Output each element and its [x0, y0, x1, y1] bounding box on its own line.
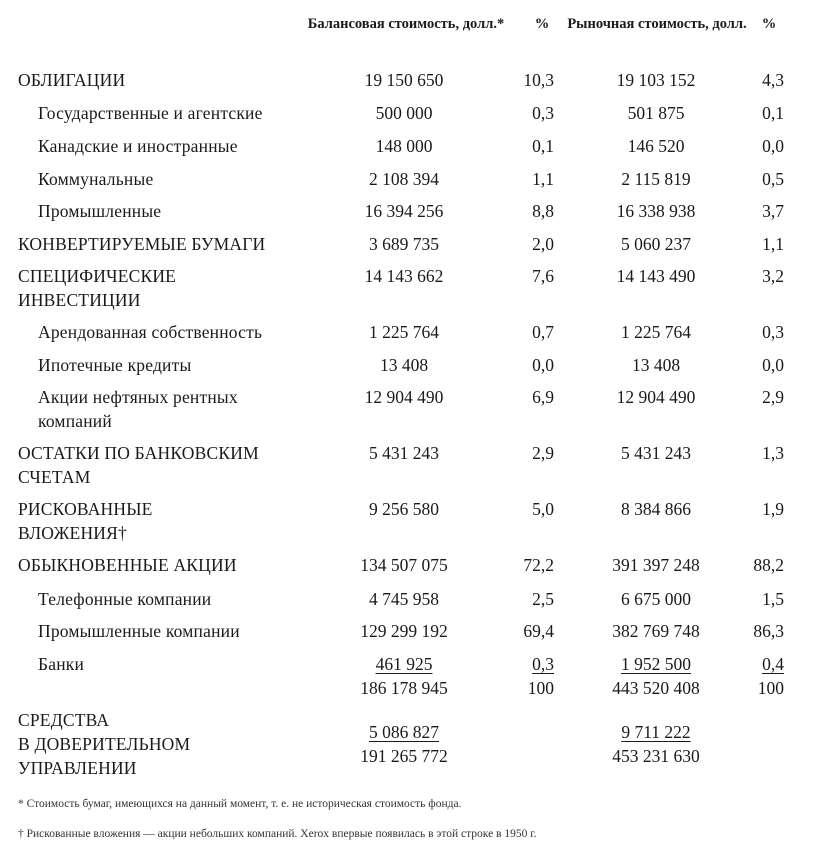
footnote-risky-investments: † Рискованные вложения — акции небольших компаний. Xerox впервые появилась в этой строке в 1950 г. [18, 828, 537, 840]
book-pct: 0,7 [532, 322, 554, 342]
book-pct: 2,9 [532, 443, 554, 463]
market-pct: 0,3 [762, 322, 784, 342]
book-value: 14 143 662 [364, 266, 444, 286]
book-value: 134 507 075 [360, 555, 448, 575]
market-value: 5 060 237 [621, 234, 691, 254]
row-label [18, 441, 338, 489]
book-value: 16 394 256 [364, 201, 444, 221]
book-value: 3 689 735 [369, 234, 439, 254]
market-pct: 2,9 [762, 387, 784, 407]
grand-total-market: 453 231 630 [612, 746, 700, 766]
book-pct: 7,6 [532, 266, 554, 286]
market-pct: 1,9 [762, 499, 784, 519]
book-value: 500 000 [375, 103, 433, 123]
row-label: Промышленные [38, 201, 162, 221]
book-value: 12 904 490 [364, 387, 444, 407]
book-pct: 2,0 [532, 234, 554, 254]
market-pct: 0,1 [762, 103, 784, 123]
footnote-book-value: * Стоимость бумаг, имеющихся на данный момент, т. е. не историческая стоимость фонда. [18, 798, 462, 810]
market-value: 391 397 248 [612, 555, 700, 575]
row-label: Ипотечные кредиты [38, 355, 192, 375]
book-value: 461 925 [375, 654, 433, 674]
row-label: ОБЛИГАЦИИ [18, 70, 126, 90]
row-label [38, 385, 358, 433]
market-value [580, 720, 732, 768]
market-value: 14 143 490 [616, 266, 696, 286]
book-value: 129 299 192 [360, 621, 448, 641]
market-pct: 1,5 [762, 589, 784, 609]
market-pct: 3,2 [762, 266, 784, 286]
market-value: 501 875 [627, 103, 685, 123]
market-pct: 0,0 [762, 136, 784, 156]
market-pct: 0,0 [762, 355, 784, 375]
book-value: 4 745 958 [369, 589, 439, 609]
market-value: 2 115 819 [621, 169, 691, 189]
book-pct-subtotal: 100 [527, 678, 554, 698]
market-value: 6 675 000 [621, 589, 691, 609]
market-pct-subtotal: 100 [757, 678, 784, 698]
row-label-line: Акции нефтяных рентных [38, 387, 238, 407]
book-value: 19 150 650 [364, 70, 444, 90]
row-label-line: РИСКОВАННЫЕ [18, 499, 153, 519]
row-label-line: СРЕДСТВА [18, 710, 110, 730]
row-label: Канадские и иностранные [38, 136, 238, 156]
row-label-line: компаний [38, 411, 112, 431]
row-label [18, 708, 338, 780]
book-value: 13 408 [379, 355, 429, 375]
book-value: 148 000 [375, 136, 433, 156]
market-value: 12 904 490 [616, 387, 696, 407]
row-label: Промышленные компании [38, 621, 240, 641]
market-pct: 3,7 [762, 201, 784, 221]
row-label: ОБЫКНОВЕННЫЕ АКЦИИ [18, 555, 237, 575]
book-pct: 6,9 [532, 387, 554, 407]
book-pct: 0,3 [532, 654, 554, 674]
market-value: 5 431 243 [621, 443, 691, 463]
row-label: Коммунальные [38, 169, 154, 189]
row-label-line: В ДОВЕРИТЕЛЬНОМ [18, 734, 191, 754]
book-value: 1 225 764 [369, 322, 439, 342]
row-label [18, 264, 338, 312]
trust-market-value: 9 711 222 [621, 722, 691, 742]
book-pct: 72,2 [523, 555, 554, 575]
book-pct: 69,4 [523, 621, 554, 641]
book-pct: 0,1 [532, 136, 554, 156]
market-value: 19 103 152 [616, 70, 696, 90]
book-value: 9 256 580 [369, 499, 439, 519]
market-value-subtotal: 443 520 408 [612, 678, 700, 698]
market-value: 16 338 938 [616, 201, 696, 221]
market-pct: 0,4 [762, 654, 784, 674]
market-pct: 0,5 [762, 169, 784, 189]
book-pct: 0,0 [532, 355, 554, 375]
market-pct: 88,2 [753, 555, 784, 575]
row-label-line: СЧЕТАМ [18, 467, 91, 487]
row-label-line: СПЕЦИФИЧЕСКИЕ [18, 266, 177, 286]
market-value: 8 384 866 [621, 499, 691, 519]
book-value-header: Балансовая стоимость, долл.* [307, 16, 505, 32]
market-pct-header: % [761, 16, 777, 32]
row-label-line: ИНВЕСТИЦИИ [18, 290, 141, 310]
book-value: 5 431 243 [369, 443, 439, 463]
row-label-line: ОСТАТКИ ПО БАНКОВСКИМ [18, 443, 259, 463]
market-pct: 86,3 [753, 621, 784, 641]
market-pct: 4,3 [762, 70, 784, 90]
book-pct: 5,0 [532, 499, 554, 519]
book-value [330, 720, 478, 768]
row-label: Телефонные компании [38, 589, 212, 609]
row-label-line: УПРАВЛЕНИИ [18, 758, 137, 778]
market-pct: 1,3 [762, 443, 784, 463]
book-value: 2 108 394 [369, 169, 439, 189]
book-pct-header: % [534, 16, 550, 32]
row-label [18, 497, 338, 545]
market-value: 146 520 [627, 136, 685, 156]
row-label: Банки [38, 654, 85, 674]
book-pct: 0,3 [532, 103, 554, 123]
row-label-line: ВЛОЖЕНИЯ† [18, 523, 127, 543]
market-value: 1 952 500 [621, 654, 691, 674]
market-value: 13 408 [631, 355, 681, 375]
book-pct: 8,8 [532, 201, 554, 221]
market-value: 1 225 764 [621, 322, 691, 342]
book-pct: 10,3 [523, 70, 554, 90]
book-pct: 2,5 [532, 589, 554, 609]
market-value-header: Рыночная стоимость, долл. [567, 16, 747, 32]
trust-book-value: 5 086 827 [369, 722, 439, 742]
row-label: Арендованная собственность [38, 322, 263, 342]
book-pct: 1,1 [532, 169, 554, 189]
grand-total-book: 191 265 772 [360, 746, 448, 766]
row-label: КОНВЕРТИРУЕМЫЕ БУМАГИ [18, 234, 266, 254]
market-pct: 1,1 [762, 234, 784, 254]
market-value: 382 769 748 [612, 621, 700, 641]
row-label: Государственные и агентские [38, 103, 263, 123]
book-value-subtotal: 186 178 945 [360, 678, 448, 698]
